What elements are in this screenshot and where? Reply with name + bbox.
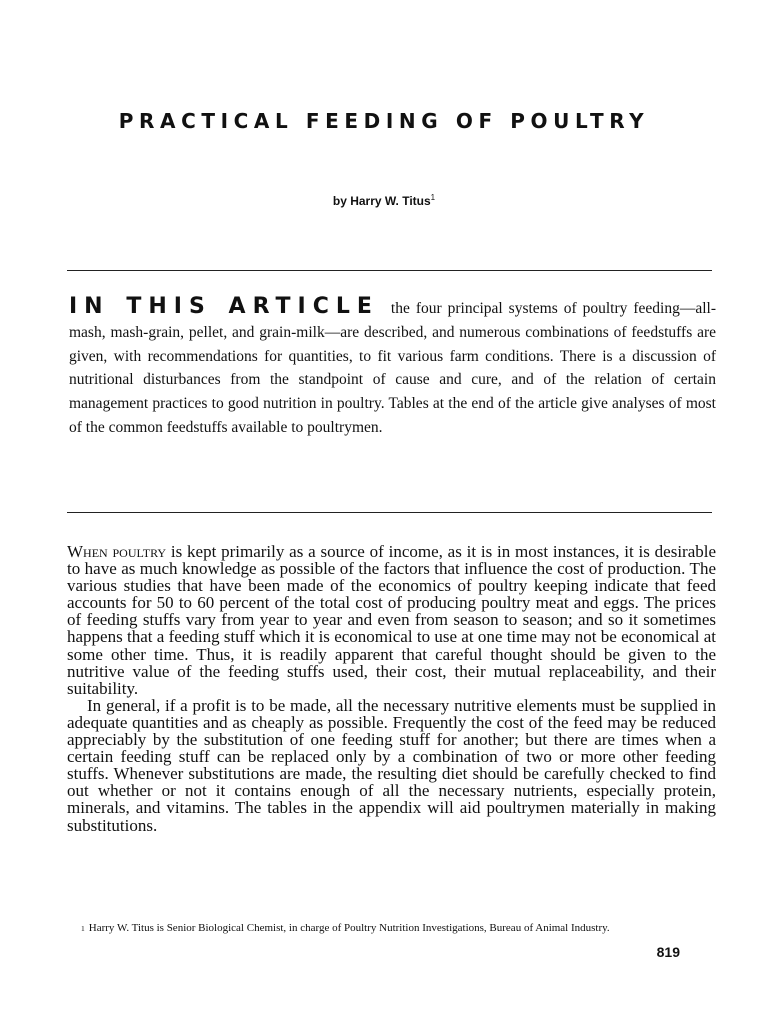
article-body — [67, 543, 716, 834]
author-name: by Harry W. Titus — [332, 194, 431, 208]
byline-footnote-mark: 1 — [430, 193, 436, 202]
body-paragraph-2: In general, if a profit is to be made, all the necessary nutritive elements must be supplied in adequate quantities and as cheaply as possible. Frequently the cost of the feed may be reduced appreciably by the substitution of one feeding stuff for another; but there are times when a certain feeding stuff can be replaced only by a combination of two or more other feeding stuffs. Whenever substitutions are made, the resulting diet should be carefully checked to find out whether or not it contains enough of all the necessary nutrients, especially protein, minerals, and vitamins. The tables in the appendix will aid poultrymen materially in making substitutions. — [67, 695, 716, 835]
body-paragraph-1 — [67, 543, 716, 697]
summary-lead: IN THIS ARTICLE — [69, 294, 379, 319]
summary-top-rule — [67, 270, 712, 271]
paragraph-opening: When poultry — [67, 542, 167, 561]
summary-bottom-rule — [67, 512, 712, 513]
summary-text: the four principal systems of poultry feeding—all-mash, mash-grain, pellet, and grain-milk—are described, and numerous combinations of feedstuffs are given, with recommendations for quantities, to fit various farm conditions. There is a discussion of nutritional disturbances from the standpoint of cause and cure, and of the relation of certain management practices to good nutrition in poultry. Tables at the end of the article give analyses of most of the common feedstuffs available to poultrymen. — [69, 300, 716, 436]
page-number: 819 — [656, 944, 680, 960]
footnote-mark: 1 — [81, 924, 85, 933]
author-byline — [0, 193, 768, 208]
article-title: PRACTICAL FEEDING OF POULTRY — [118, 109, 650, 134]
article-summary — [69, 295, 716, 440]
footnote-text: Harry W. Titus is Senior Biological Chemist, in charge of Poultry Nutrition Investigations, Bureau of Animal Industry. — [88, 922, 610, 934]
footnote — [67, 923, 717, 935]
paragraph-text: is kept primarily as a source of income, as it is in most instances, it is desirable to have as much knowledge as possible of the factors that influence the cost of production. The various studies that have been made of the economics of poultry keeping indicate that feed accounts for 50 to 60 percent of the total cost of producing poultry meat and eggs. The prices of feeding stuffs vary from year to year and even from season to season; and so it sometimes happens that a feeding stuff which it is economical to use at one time may not be economical at some other time. Thus, it is readily apparent that careful thought should be given to the nutritive value of the feeding stuffs used, their cost, their mutual replaceability, and their suitability. — [67, 542, 717, 698]
